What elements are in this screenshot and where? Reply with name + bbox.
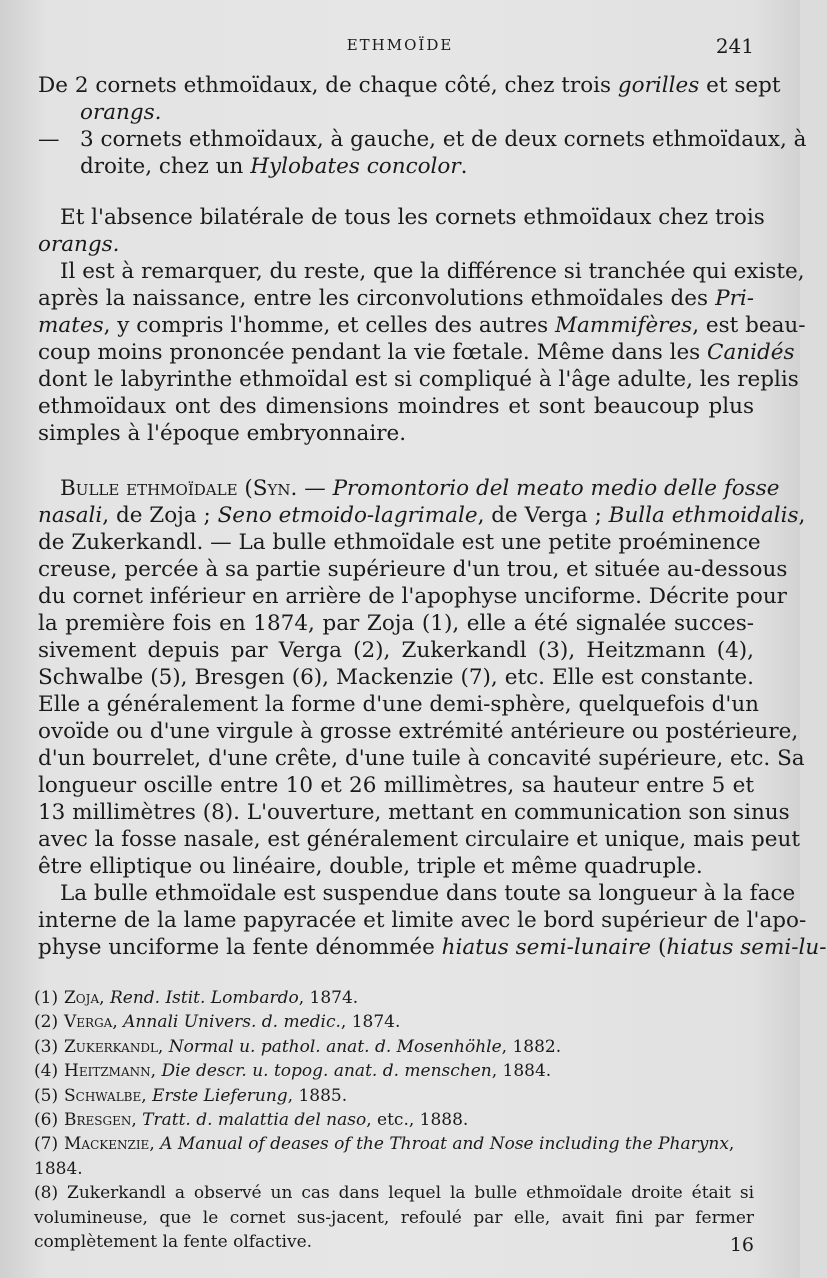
text-line: de Zukerkandl. — La bulle ethmoïdale est une petite proéminence xyxy=(38,530,761,555)
text-line: Elle a généralement la forme d'une demi-sphère, quelquefois d'un xyxy=(38,692,760,717)
footnote-6: (6) Bresgen, Tratt. d. malattia del naso, etc., 1888. xyxy=(34,1110,469,1131)
footnote-1: (1) Zoja, Rend. Istit. Lombardo, 1874. xyxy=(34,988,359,1008)
page-header xyxy=(0,36,800,60)
section-heading: Bulle ethmoïdale xyxy=(60,476,238,501)
text-line: la première fois en 1874, par Zoja (1), elle a été signalée succes- xyxy=(38,611,754,636)
text-line: simples à l'époque embryonnaire. xyxy=(38,421,407,446)
text-line: Il est à remarquer, du reste, que la différence si tranchée qui existe, xyxy=(60,259,805,284)
text-line: ovoïde ou d'une virgule à grosse extrémité antérieure ou postérieure, xyxy=(38,719,799,744)
text-line: du cornet inférieur en arrière de l'apophyse unciforme. Décrite pour xyxy=(38,584,787,609)
text-line: après la naissance, entre les circonvolutions ethmoïdales des Pri- xyxy=(38,286,754,311)
paragraph-bulle-ethmoidale xyxy=(38,475,806,880)
running-head: ETHMOÏDE xyxy=(346,36,454,54)
text-line: — 3 cornets ethmoïdaux, à gauche, et de deux cornets ethmoïdaux, à xyxy=(38,127,807,152)
text-line: De 2 cornets ethmoïdaux, de chaque côté, chez trois gorilles et sept xyxy=(38,73,781,98)
text-line: physe unciforme la fente dénommée hiatus semi-lunaire (hiatus semi-lu- xyxy=(38,935,827,960)
list-item-1 xyxy=(38,72,781,126)
text-line: Et l'absence bilatérale de tous les cornets ethmoïdaux chez trois xyxy=(60,205,765,230)
footnote-7-continuation: 1884. xyxy=(34,1158,83,1179)
text-line: nasali, de Zoja ; Seno etmoido-lagrimale, de Verga ; Bulla ethmoidalis, xyxy=(38,503,806,528)
footnotes xyxy=(34,986,754,1254)
footnote-5: (5) Schwalbe, Erste Lieferung, 1885. xyxy=(34,1085,348,1106)
list-item-2 xyxy=(38,126,807,180)
paragraph-4 xyxy=(38,880,827,961)
main-text xyxy=(38,72,827,961)
spacer xyxy=(38,447,754,475)
text-line: Schwalbe (5), Bresgen (6), Mackenzie (7), etc. Elle est constante. xyxy=(38,665,754,690)
text-line: dont le labyrinthe ethmoïdal est si compliqué à l'âge adulte, les replis xyxy=(38,367,799,392)
text-line: 13 millimètres (8). L'ouverture, mettant en communication son sinus xyxy=(38,800,790,825)
text-line: sivement depuis par Verga (2), Zukerkandl (3), Heitzmann (4), xyxy=(38,638,754,663)
text-line: Bulle ethmoïdale (Syn. — Promontorio del meato medio delle fosse xyxy=(60,476,780,501)
paragraph-2 xyxy=(38,258,806,447)
footnote-7: (7) Mackenzie, A Manual of deases of the Throat and Nose including the Pharynx, xyxy=(34,1134,735,1155)
text-line: orangs. xyxy=(38,232,120,257)
text-line: creuse, percée à sa partie supérieure d'un trou, et située au-dessous xyxy=(38,557,788,582)
text-line: être elliptique ou linéaire, double, triple et même quadruple. xyxy=(38,854,703,879)
text-line: mates, y compris l'homme, et celles des autres Mammifères, est beau- xyxy=(38,313,806,338)
signature-mark: 16 xyxy=(729,1234,754,1256)
text-line: longueur oscille entre 10 et 26 millimètres, sa hauteur entre 5 et xyxy=(38,773,754,798)
footnote-2: (2) Verga, Annali Univers. d. medic., 1874. xyxy=(34,1012,401,1033)
text-line: droite, chez un Hylobates concolor. xyxy=(80,154,468,179)
spacer xyxy=(38,180,754,204)
text-line: d'un bourrelet, d'une crête, d'une tuile à concavité supérieure, etc. Sa xyxy=(38,746,805,771)
footnote-8: (8) Zukerkandl a observé un cas dans lequel la bulle ethmoïdale droite était si volumineuse, que le cornet sus-jacent, refoulé par elle, avait fini par fermer complètement la fente olfactive. xyxy=(34,1183,755,1253)
text-line: ethmoïdaux ont des dimensions moindres et sont beaucoup plus xyxy=(38,394,754,419)
text-line: coup moins prononcée pendant la vie fœtale. Même dans les Canidés xyxy=(38,340,795,365)
text-line: avec la fosse nasale, est généralement circulaire et unique, mais peut xyxy=(38,827,801,852)
footnote-4: (4) Heitzmann, Die descr. u. topog. anat. d. menschen, 1884. xyxy=(34,1061,552,1082)
footnote-3: (3) Zukerkandl, Normal u. pathol. anat. d. Mosenhöhle, 1882. xyxy=(34,1036,562,1057)
text-line: orangs. xyxy=(80,100,162,125)
text-line: interne de la lame papyracée et limite avec le bord supérieur de l'apo- xyxy=(38,908,807,933)
text-line: La bulle ethmoïdale est suspendue dans toute sa longueur à la face xyxy=(60,881,796,906)
paragraph-1 xyxy=(38,204,765,258)
page-number: 241 xyxy=(715,34,754,58)
